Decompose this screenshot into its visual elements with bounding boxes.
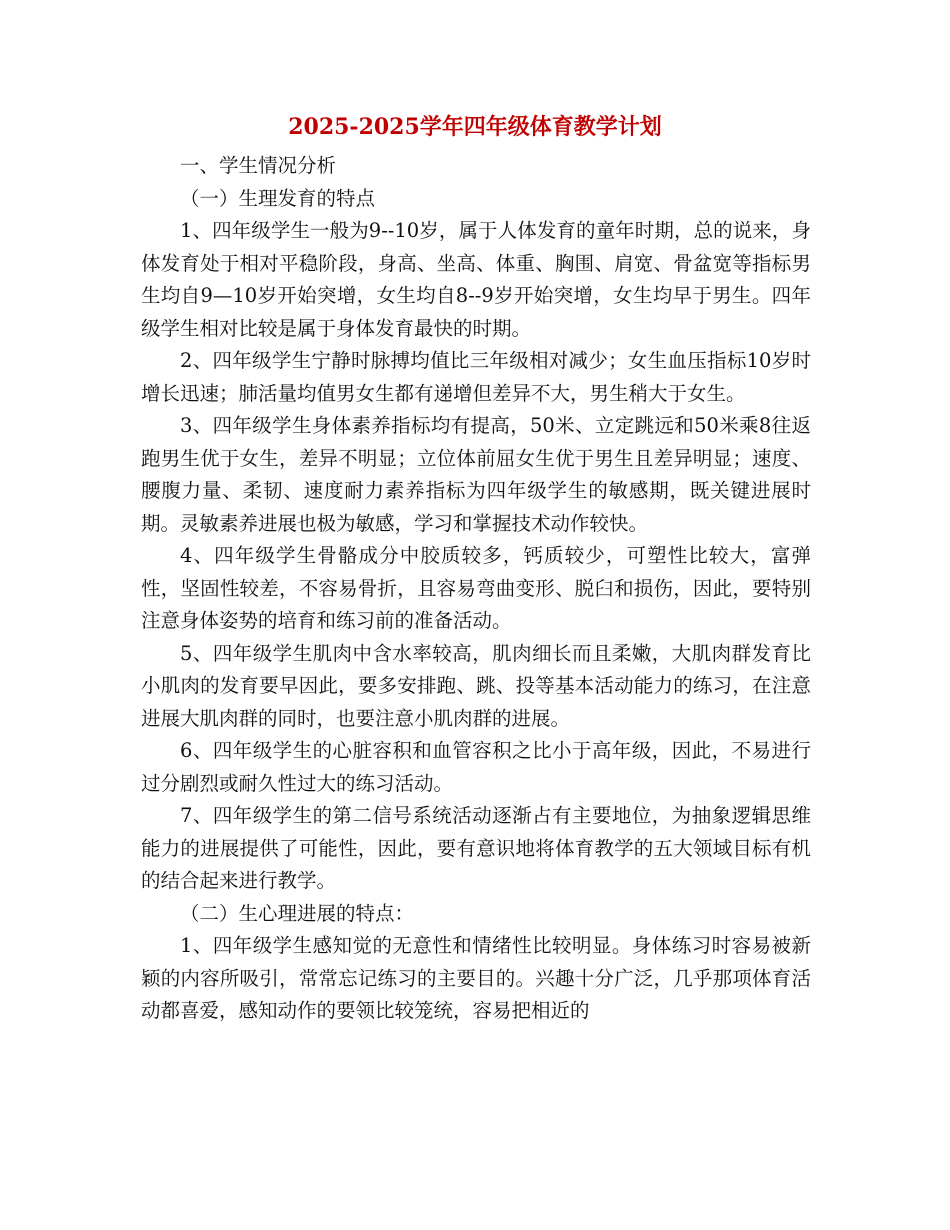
paragraph: 2、四年级学生宁静时脉搏均值比三年级相对减少；女生血压指标10岁时增长迅速；肺活量均值男女生都有递增但差异不大，男生稍大于女生。 bbox=[141, 349, 811, 405]
paragraph: 5、四年级学生肌肉中含水率较高，肌肉细长而且柔嫩，大肌肉群发育比小肌肉的发育要早因此，要多安排跑、跳、投等基本活动能力的练习，在注意进展大肌肉群的同时，也要注意小肌肉群的进展。 bbox=[141, 641, 811, 730]
subsection-heading: （二）生心理进展的特点： bbox=[180, 901, 415, 925]
paragraph: 1、四年级学生感知觉的无意性和情绪性比较明显。身体练习时容易被新颖的内容所吸引，常常忘记练习的主要目的。兴趣十分广泛，几乎那项体育活动都喜爱，感知动作的要领比较笼统，容易把相近的 bbox=[141, 934, 811, 1022]
paragraph: 3、四年级学生身体素养指标均有提高，50米、立定跳远和50米乘8往返跑男生优于女生，差异不明显；立位体前屈女生优于男生且差异明显；速度、腰腹力量、柔韧、速度耐力素养指标为四年级学生的敏感期，既关键进展时期。灵敏素养进展也极为敏感，学习和掌握技术动作较快。 bbox=[141, 414, 811, 535]
paragraph: 7、四年级学生的第二信号系统活动逐渐占有主要地位，为抽象逻辑思维能力的进展提供了可能性，因此，要有意识地将体育教学的五大领域目标有机的结合起来进行教学。 bbox=[141, 804, 811, 892]
section-heading: 一、学生情况分析 bbox=[180, 154, 337, 177]
paragraph: 1、四年级学生一般为9--10岁，属于人体发育的童年时期，总的说来，身体发育处于相对平稳阶段，身高、坐高、体重、胸围、肩宽、骨盆宽等指标男生均自9—10岁开始突增，女生均自8--9岁开始突增，女生均早于男生。四年级学生相对比较是属于身体发育最快的时期。 bbox=[141, 219, 811, 340]
paragraph: 6、四年级学生的心脏容积和血管容积之比小于高年级，因此，不易进行过分剧烈或耐久性过大的练习活动。 bbox=[141, 739, 811, 795]
document-body bbox=[141, 150, 811, 1028]
subsection-heading: （一）生理发育的特点 bbox=[180, 186, 376, 210]
document-title: 2025-2025学年四年级体育教学计划 bbox=[288, 114, 662, 140]
paragraph: 4、四年级学生骨骼成分中胶质较多，钙质较少，可塑性比较大，富弹性，坚固性较差，不容易骨折，且容易弯曲变形、脱臼和损伤，因此，要特别注意身体姿势的培育和练习前的准备活动。 bbox=[141, 544, 811, 632]
